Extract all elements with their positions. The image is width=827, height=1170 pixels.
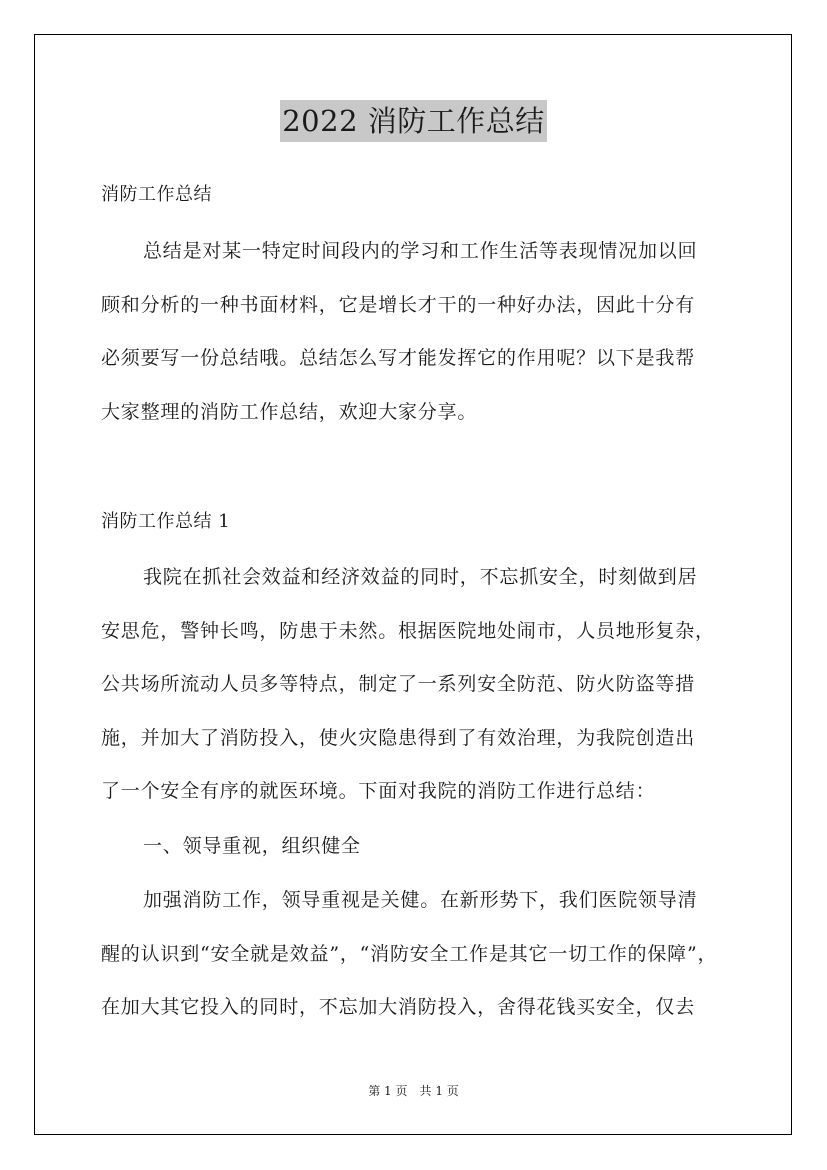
subheading: 消防工作总结 1 xyxy=(101,511,231,532)
point-heading: 一、领导重视，组织健全 xyxy=(143,835,361,857)
intro-line: 必须要写一份总结哦。总结怎么写才能发挥它的作用呢？以下是我帮 xyxy=(101,347,696,369)
document-title: 2022 消防工作总结 xyxy=(280,100,547,142)
paragraph-line: 醒的认识到“安全就是效益”，“消防安全工作是其它一切工作的保障”， xyxy=(101,943,718,965)
paragraph-line: 我院在抓社会效益和经济效益的同时，不忘抓安全，时刻做到居 xyxy=(143,566,698,588)
paragraph-line: 在加大其它投入的同时，不忘加大消防投入，舍得花钱买安全，仅去 xyxy=(101,996,696,1018)
section-heading: 消防工作总结 xyxy=(101,184,212,205)
paragraph-line: 了一个安全有序的就医环境。下面对我院的消防工作进行总结： xyxy=(101,780,656,802)
intro-line: 顾和分析的一种书面材料，它是增长才干的一种好办法，因此十分有 xyxy=(101,294,696,316)
intro-line: 总结是对某一特定时间段内的学习和工作生活等表现情况加以回 xyxy=(143,240,698,262)
paragraph-line: 安思危，警钟长鸣，防患于未然。根据医院地处闹市，人员地形复杂， xyxy=(101,620,715,642)
paragraph-line: 加强消防工作，领导重视是关健。在新形势下，我们医院领导清 xyxy=(143,889,698,911)
title-wrapper xyxy=(0,100,827,142)
paragraph-line: 施，并加大了消防投入，使火灾隐患得到了有效治理，为我院创造出 xyxy=(101,727,696,749)
intro-line: 大家整理的消防工作总结，欢迎大家分享。 xyxy=(101,401,478,423)
page-number: 第 1 页 共 1 页 xyxy=(368,1084,459,1098)
paragraph-line: 公共场所流动人员多等特点，制定了一系列安全防范、防火防盗等措 xyxy=(101,673,696,695)
